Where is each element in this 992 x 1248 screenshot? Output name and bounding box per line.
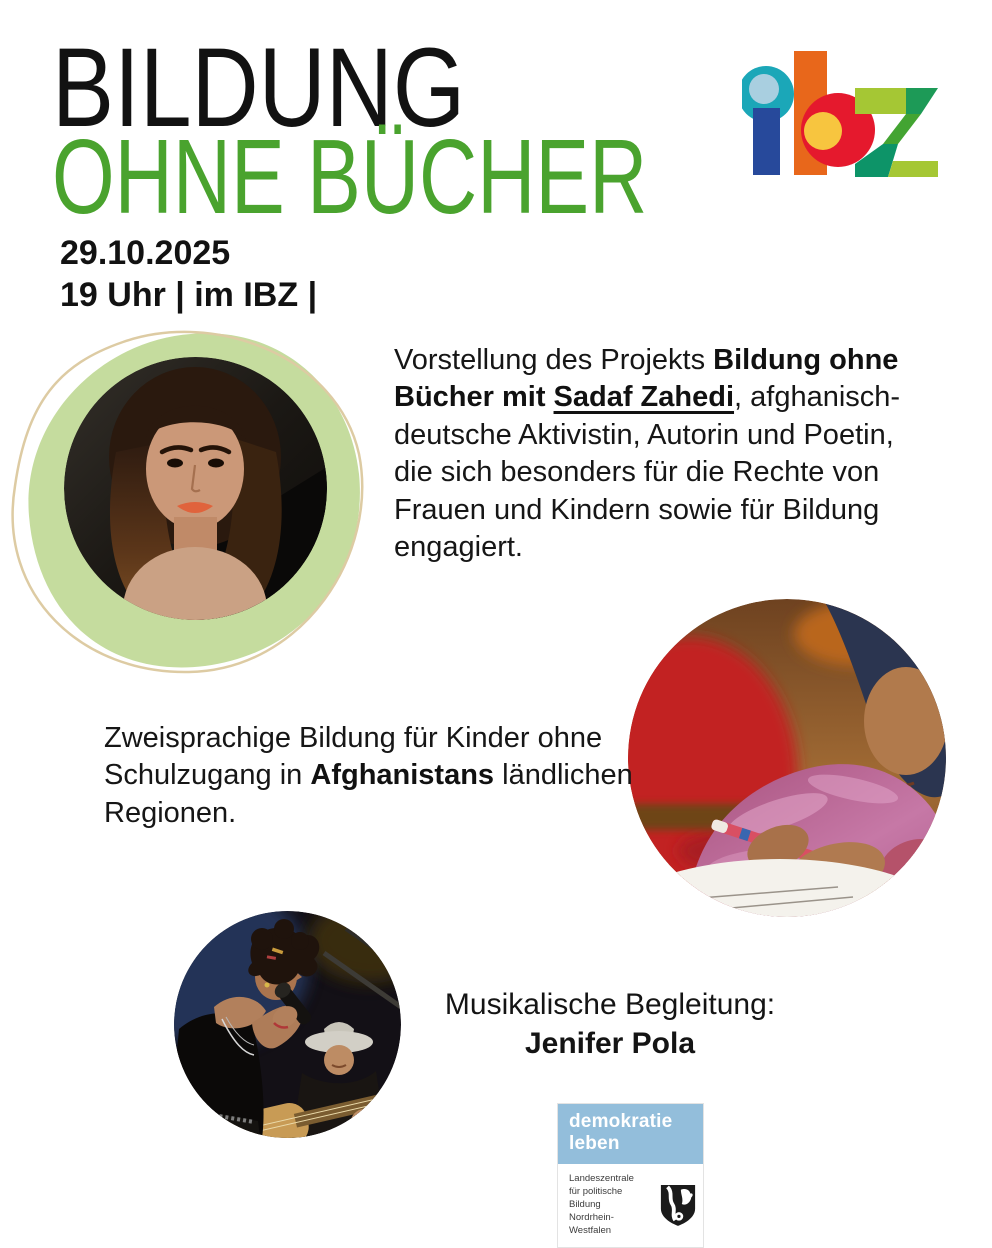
ibz-logo	[742, 46, 940, 185]
title-line-2-text: OHNE BÜCHER	[52, 118, 648, 236]
title-line-2	[52, 118, 835, 236]
demokratie-line-1: demokratie	[569, 1111, 673, 1132]
children-photo	[628, 599, 946, 917]
ibz-logo-icon	[742, 46, 940, 180]
project-paragraph	[104, 720, 639, 832]
event-date: 29.10.2025	[60, 234, 231, 272]
demokratie-leben-logo	[557, 1103, 704, 1248]
singer-photo	[174, 911, 401, 1138]
music-section	[405, 985, 815, 1063]
portrait-photo	[64, 357, 327, 620]
project-prefix: Zweisprachige Bildung für Kinder ohne Schulzugang in	[104, 722, 603, 792]
speaker-name: Sadaf Zahedi	[553, 381, 735, 414]
demokratie-leben-header	[558, 1104, 703, 1164]
landeszentrale-text	[569, 1172, 654, 1237]
music-label: Musikalische Begleitung:	[444, 988, 776, 1021]
project-suffix: ländlichen Regionen.	[104, 759, 633, 829]
landeszentrale-line-3: Nordrhein-Westfalen	[569, 1212, 614, 1236]
project-country: Afghanistans	[310, 759, 495, 792]
landeszentrale-line-1: Landeszentrale	[569, 1173, 634, 1184]
children-illustration	[628, 599, 946, 917]
demokratie-line-2: leben	[569, 1133, 620, 1154]
intro-paragraph	[394, 342, 929, 566]
landeszentrale-section	[558, 1164, 703, 1247]
nrw-coat-of-arms-icon	[659, 1183, 697, 1227]
landeszentrale-line-2: für politische Bildung	[569, 1186, 623, 1210]
intro-bold-text: Bildung ohne Bücher mit	[394, 344, 899, 414]
music-artist: Jenifer Pola	[524, 1027, 696, 1060]
event-time-location: 19 Uhr | im IBZ |	[60, 276, 318, 314]
intro-suffix: , afghanisch-deutsche Aktivistin, Autorin und Poetin, die sich besonders für die Rechte von Frauen und Kindern sowie für Bildung engagiert.	[394, 381, 901, 564]
event-datetime	[60, 232, 317, 316]
portrait-illustration	[64, 357, 327, 620]
title-line-1-text: BILDUNG	[52, 25, 466, 150]
intro-prefix: Vorstellung des Projekts	[394, 344, 714, 376]
singer-illustration	[174, 911, 401, 1138]
